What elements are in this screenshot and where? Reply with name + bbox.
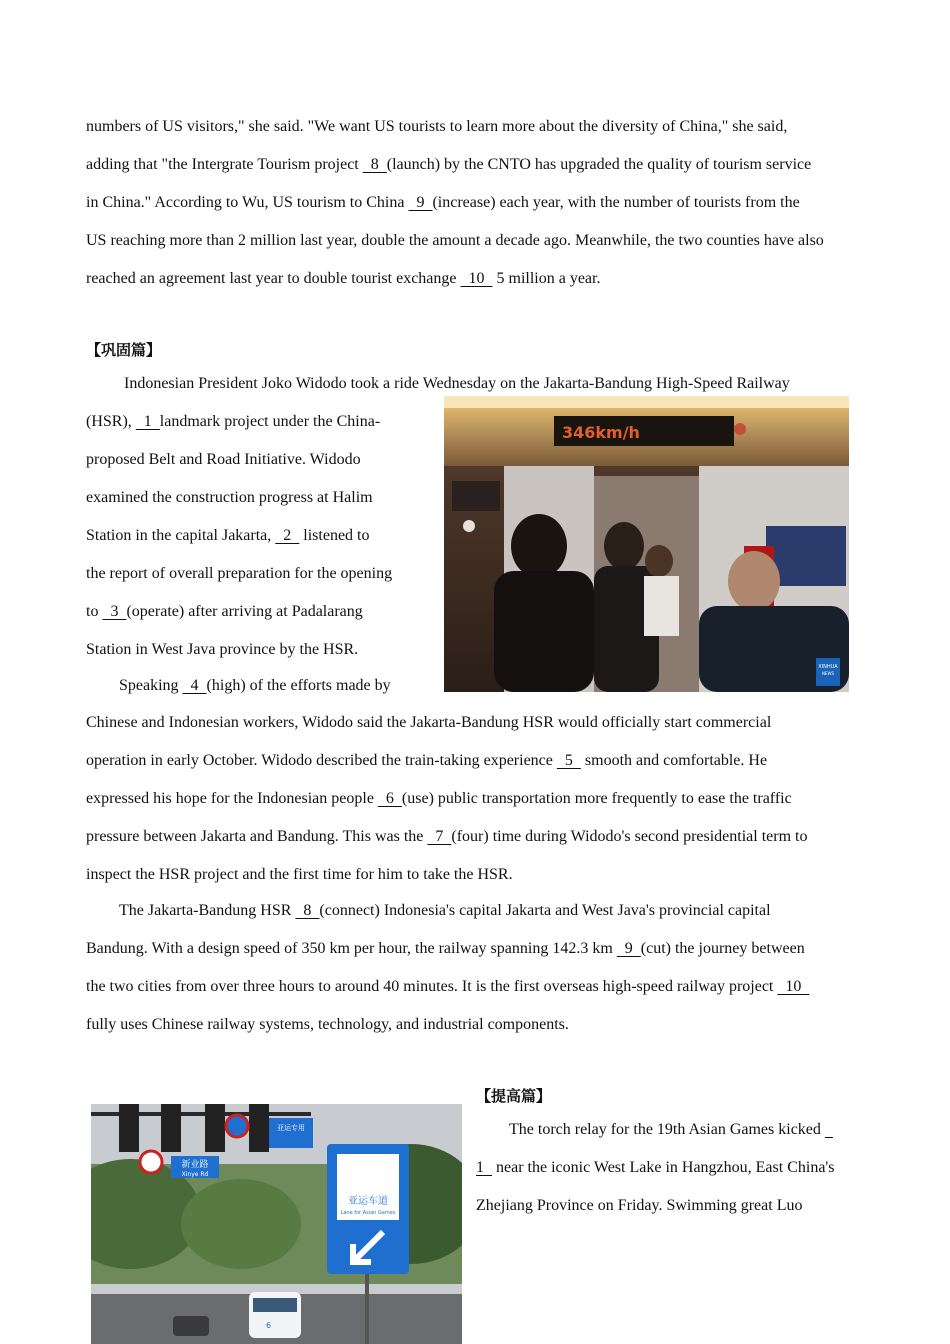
passage-3-line	[509, 1120, 833, 1140]
passage-text: Speaking	[119, 677, 183, 694]
passage-text: (HSR),	[86, 413, 136, 430]
passage-text: adding that "the Intergrate Tourism project	[86, 156, 363, 173]
section-heading-consolidation: 【巩固篇】	[86, 341, 162, 359]
passage-text: Indonesian President Joko Widodo took a ride Wednesday on the Jakarta-Bandung High-Speed Railway	[124, 375, 790, 392]
answer-blank: 9	[408, 194, 433, 211]
passage-text: proposed Belt and Road Initiative. Widodo	[86, 451, 361, 468]
speed-display: 346km/h	[562, 423, 640, 442]
passage-text: in China." According to Wu, US tourism to China	[86, 194, 409, 211]
top-sign-text: 亚运专用	[277, 1124, 305, 1132]
passage-text: inspect the HSR project and the first time for him to take the HSR.	[86, 866, 513, 883]
passage-2-line	[86, 827, 807, 847]
passage-text: (use) public transportation more frequently to ease the traffic	[401, 790, 792, 807]
answer-blank: 10	[460, 270, 493, 287]
passage-2-line	[86, 488, 373, 508]
passage-text: The torch relay for the 19th Asian Games kicked	[509, 1121, 825, 1138]
passage-text: the report of overall preparation for the opening	[86, 565, 393, 582]
passage-text: Station in the capital Jakarta,	[86, 527, 276, 544]
passage-text: operation in early October. Widodo described the train-taking experience	[86, 752, 557, 769]
answer-blank: 7	[427, 828, 452, 845]
passage-2-line	[119, 901, 771, 921]
passage-text: The Jakarta-Bandung HSR	[119, 902, 296, 919]
passage-text: Bandung. With a design speed of 350 km per hour, the railway spanning 142.3 km	[86, 940, 617, 957]
xinhua-badge-line1: XINHUA	[818, 664, 838, 670]
passage-text: fully uses Chinese railway systems, technology, and industrial components.	[86, 1016, 569, 1033]
street-sign-en: Xinye Rd	[181, 1171, 209, 1178]
passage-2-line	[86, 939, 805, 959]
passage-2-line	[86, 789, 792, 809]
answer-blank	[825, 1120, 833, 1140]
passage-1-line	[86, 269, 600, 289]
passage-text: (launch) by the CNTO has upgraded the quality of tourism service	[386, 156, 812, 173]
passage-text: numbers of US visitors," she said. "We want US tourists to learn more about the diversity of China," she said,	[86, 118, 788, 135]
answer-blank: 1	[476, 1159, 492, 1176]
answer-blank: 1	[135, 413, 160, 430]
train-interior-photo	[444, 396, 849, 692]
answer-blank: 3	[102, 603, 127, 620]
answer-blank: 10	[777, 978, 810, 995]
asian-games-lane-photo	[91, 1104, 462, 1344]
passage-text: 5 million a year.	[492, 270, 601, 287]
passage-text: reached an agreement last year to double tourist exchange	[86, 270, 461, 287]
passage-2-line	[86, 713, 771, 733]
passage-text: smooth and comfortable. He	[580, 752, 768, 769]
passage-text: (increase) each year, with the number of tourists from the	[432, 194, 800, 211]
passage-text: Station in West Java province by the HSR.	[86, 641, 359, 658]
passage-text: examined the construction progress at Halim	[86, 489, 373, 506]
passage-3-line	[476, 1158, 835, 1178]
answer-blank: 8	[362, 156, 387, 173]
passage-2-line	[86, 865, 513, 885]
section-heading-improvement: 【提高篇】	[476, 1087, 552, 1105]
passage-text: to	[86, 603, 103, 620]
passage-text: listened to	[299, 527, 370, 544]
street-sign-cn: 新业路	[181, 1160, 209, 1170]
passage-text: landmark project under the China-	[159, 413, 381, 430]
lane-sign-en: Lane for Asian Games	[340, 1210, 396, 1216]
passage-text: (connect) Indonesia's capital Jakarta and West Java's provincial capital	[319, 902, 771, 919]
passage-2-line	[86, 526, 370, 546]
lane-sign-cn: 亚运车道	[348, 1196, 388, 1207]
passage-2-line	[86, 450, 361, 470]
answer-blank: 6	[377, 790, 402, 807]
passage-text: expressed his hope for the Indonesian people	[86, 790, 378, 807]
passage-1-line	[86, 231, 824, 251]
passage-text: (four) time during Widodo's second presidential term to	[451, 828, 808, 845]
passage-text: Zhejiang Province on Friday. Swimming great Luo	[476, 1197, 803, 1214]
passage-2-line	[86, 1015, 569, 1035]
passage-text: near the iconic West Lake in Hangzhou, East China's	[492, 1159, 835, 1176]
passage-2-line	[86, 751, 767, 771]
passage-text: pressure between Jakarta and Bandung. This was the	[86, 828, 428, 845]
answer-blank: 4	[182, 677, 207, 694]
passage-2-line	[86, 412, 380, 432]
bus-route-number: 6	[266, 1321, 272, 1330]
passage-2-line	[119, 676, 391, 696]
answer-blank: 2	[275, 527, 300, 544]
answer-blank: 9	[616, 940, 641, 957]
xinhua-badge-line2: NEWS	[821, 671, 835, 676]
passage-1-line	[86, 155, 811, 175]
passage-2-line	[86, 602, 363, 622]
passage-2-line	[124, 374, 790, 394]
passage-text: (high) of the efforts made by	[206, 677, 391, 694]
passage-text: (cut) the journey between	[640, 940, 805, 957]
passage-3-line	[476, 1196, 802, 1216]
answer-blank: 5	[556, 752, 581, 769]
passage-2-line	[86, 640, 358, 660]
passage-text: US reaching more than 2 million last year, double the amount a decade ago. Meanwhile, the two counties have also	[86, 232, 824, 249]
passage-text: Chinese and Indonesian workers, Widodo said the Jakarta-Bandung HSR would officially start commercial	[86, 714, 772, 731]
passage-1-line	[86, 117, 787, 137]
answer-blank: 8	[295, 902, 320, 919]
passage-text: the two cities from over three hours to around 40 minutes. It is the first overseas high-speed railway project	[86, 978, 778, 995]
passage-text: (operate) after arriving at Padalarang	[126, 603, 363, 620]
passage-2-line	[86, 977, 809, 997]
passage-1-line	[86, 193, 800, 213]
passage-2-line	[86, 564, 392, 584]
